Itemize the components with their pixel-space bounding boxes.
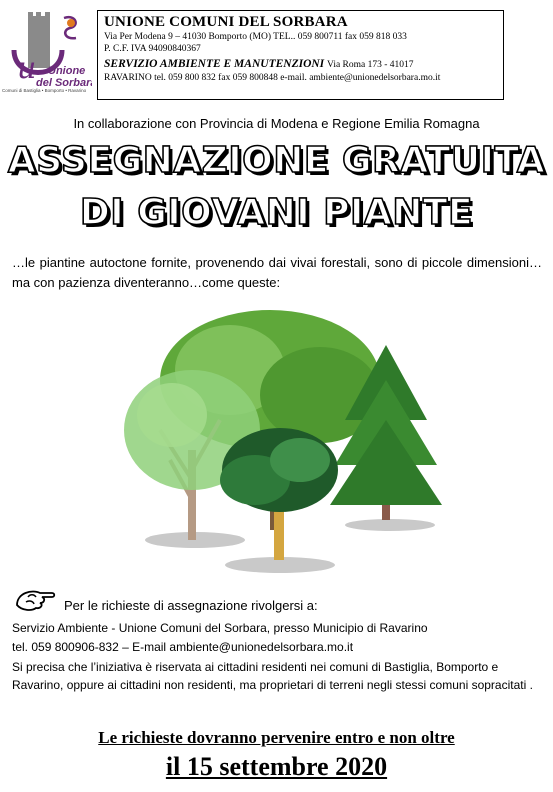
service-line bbox=[104, 57, 497, 72]
address-line: Via Per Modena 9 – 41030 Bomporto (MO) TEL.. 059 800711 fax 059 818 033 bbox=[104, 32, 407, 42]
service-address: Via Roma 173 - 41017 bbox=[327, 60, 414, 70]
logo-text-line1: Unione bbox=[48, 65, 86, 77]
tax-line: P. C.F. IVA 94090840367 bbox=[104, 44, 201, 54]
trees-illustration bbox=[120, 300, 460, 580]
logo-subtext: Comuni di Bastiglia • Bomporto • Ravarino bbox=[2, 88, 87, 93]
svg-text:u: u bbox=[17, 51, 37, 86]
collaboration-line: In collaborazione con Provincia di Modena e Regione Emilia Romagna bbox=[73, 116, 480, 131]
service-contacts: RAVARINO tel. 059 800 832 fax 059 800848 e-mail. ambiente@unionedelsorbara.mo.it bbox=[104, 73, 441, 83]
logo-text-line2: del Sorbara bbox=[36, 77, 92, 89]
union-logo-icon bbox=[6, 8, 92, 94]
service-name: SERVIZIO AMBIENTE E MANUTENZIONI bbox=[104, 58, 325, 70]
info-lead: Per le richieste di assegnazione rivolgersi a: bbox=[64, 598, 318, 613]
info-note: Si precisa che l’iniziativa è riservata ai cittadini residenti nei comuni di Bastiglia, Bomporto e Ravarino, oppure ai cittadini non residenti, ma proprietari di terreni negli stessi comuni sopracitati . bbox=[12, 660, 533, 692]
info-service: Servizio Ambiente - Unione Comuni del Sorbara, presso Municipio di Ravarino bbox=[12, 621, 428, 635]
deadline-heading: Le richieste dovranno pervenire entro e non oltre bbox=[98, 728, 455, 747]
info-contacts: tel. 059 800906-832 – E-mail ambiente@unionedelsorbara.mo.it bbox=[12, 640, 354, 654]
deadline-date: il 15 settembre 2020 bbox=[165, 752, 388, 781]
page-title-line1: ASSEGNAZIONE GRATUITA bbox=[7, 140, 546, 181]
hand-pointing-icon bbox=[14, 585, 56, 613]
letterhead-box bbox=[97, 10, 504, 100]
org-name: UNIONE COMUNI DEL SORBARA bbox=[104, 14, 348, 30]
intro-text: …le piantine autoctone fornite, provenendo dai vivai forestali, sono di piccole dimensioni…ma con pazienza diventeranno…come queste: bbox=[12, 255, 542, 290]
page-title-line2: DI GIOVANI PIANTE bbox=[79, 192, 474, 233]
